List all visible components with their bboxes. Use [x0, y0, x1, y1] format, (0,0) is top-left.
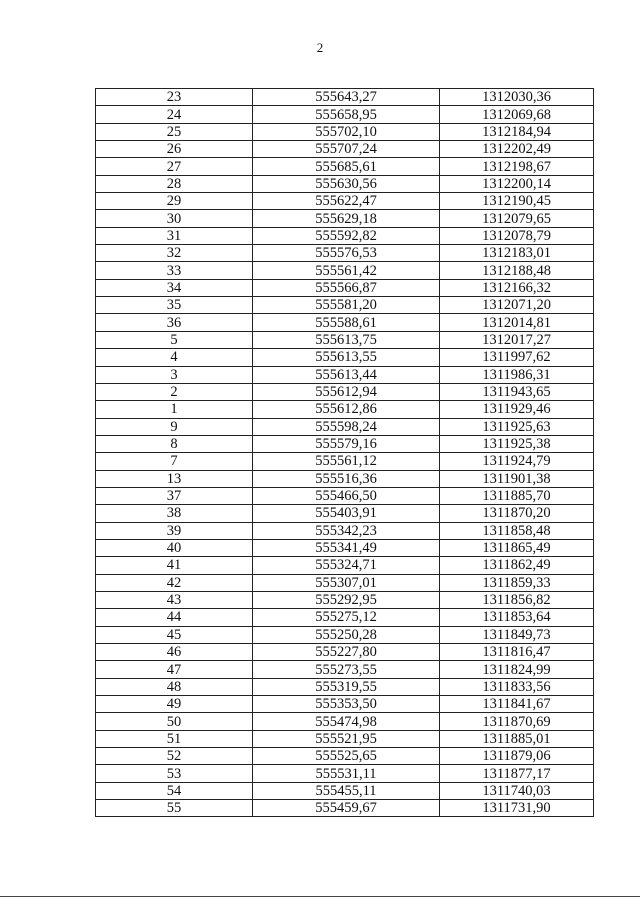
point-number-cell: 38 [96, 505, 253, 522]
point-number-cell: 31 [96, 227, 253, 244]
table-row [96, 418, 594, 435]
point-number-cell: 26 [96, 141, 253, 158]
point-number-cell: 1 [96, 401, 253, 418]
point-number-cell: 9 [96, 418, 253, 435]
table-row [96, 505, 594, 522]
point-number-cell: 42 [96, 574, 253, 591]
table-row [96, 574, 594, 591]
table-row [96, 748, 594, 765]
table-row [96, 557, 594, 574]
x-coordinate-cell: 555613,75 [253, 331, 440, 348]
x-coordinate-cell: 555561,42 [253, 262, 440, 279]
point-number-cell: 43 [96, 591, 253, 608]
x-coordinate-cell: 555275,12 [253, 609, 440, 626]
table-row [96, 314, 594, 331]
x-coordinate-cell: 555307,01 [253, 574, 440, 591]
y-coordinate-cell: 1311862,49 [440, 557, 594, 574]
y-coordinate-cell: 1312202,49 [440, 141, 594, 158]
table-row [96, 245, 594, 262]
x-coordinate-cell: 555521,95 [253, 730, 440, 747]
table-row [96, 713, 594, 730]
point-number-cell: 45 [96, 626, 253, 643]
y-coordinate-cell: 1311901,38 [440, 470, 594, 487]
table-row [96, 349, 594, 366]
x-coordinate-cell: 555531,11 [253, 765, 440, 782]
table-row [96, 782, 594, 799]
point-number-cell: 34 [96, 279, 253, 296]
x-coordinate-cell: 555702,10 [253, 123, 440, 140]
table-row [96, 591, 594, 608]
x-coordinate-cell: 555612,94 [253, 383, 440, 400]
table-row [96, 696, 594, 713]
y-coordinate-cell: 1311849,73 [440, 626, 594, 643]
y-coordinate-cell: 1311877,17 [440, 765, 594, 782]
x-coordinate-cell: 555707,24 [253, 141, 440, 158]
y-coordinate-cell: 1311865,49 [440, 539, 594, 556]
x-coordinate-cell: 555561,12 [253, 453, 440, 470]
point-number-cell: 30 [96, 210, 253, 227]
point-number-cell: 36 [96, 314, 253, 331]
y-coordinate-cell: 1311924,79 [440, 453, 594, 470]
y-coordinate-cell: 1311816,47 [440, 644, 594, 661]
y-coordinate-cell: 1312183,01 [440, 245, 594, 262]
y-coordinate-cell: 1311885,01 [440, 730, 594, 747]
table-row [96, 175, 594, 192]
table-row [96, 626, 594, 643]
point-number-cell: 13 [96, 470, 253, 487]
table-row [96, 453, 594, 470]
y-coordinate-cell: 1311943,65 [440, 383, 594, 400]
y-coordinate-cell: 1312198,67 [440, 158, 594, 175]
y-coordinate-cell: 1311731,90 [440, 800, 594, 817]
y-coordinate-cell: 1311986,31 [440, 366, 594, 383]
table-row [96, 262, 594, 279]
y-coordinate-cell: 1312200,14 [440, 175, 594, 192]
point-number-cell: 53 [96, 765, 253, 782]
point-number-cell: 46 [96, 644, 253, 661]
y-coordinate-cell: 1311870,69 [440, 713, 594, 730]
y-coordinate-cell: 1311824,99 [440, 661, 594, 678]
point-number-cell: 33 [96, 262, 253, 279]
point-number-cell: 47 [96, 661, 253, 678]
x-coordinate-cell: 555342,23 [253, 522, 440, 539]
x-coordinate-cell: 555525,65 [253, 748, 440, 765]
y-coordinate-cell: 1312184,94 [440, 123, 594, 140]
y-coordinate-cell: 1312030,36 [440, 89, 594, 106]
x-coordinate-cell: 555273,55 [253, 661, 440, 678]
table-row [96, 193, 594, 210]
table-row [96, 487, 594, 504]
x-coordinate-cell: 555455,11 [253, 782, 440, 799]
x-coordinate-cell: 555613,55 [253, 349, 440, 366]
point-number-cell: 25 [96, 123, 253, 140]
x-coordinate-cell: 555592,82 [253, 227, 440, 244]
point-number-cell: 4 [96, 349, 253, 366]
table-row [96, 366, 594, 383]
y-coordinate-cell: 1311885,70 [440, 487, 594, 504]
point-number-cell: 35 [96, 297, 253, 314]
page-bottom-rule [0, 896, 640, 897]
x-coordinate-cell: 555403,91 [253, 505, 440, 522]
coordinates-table [95, 88, 594, 817]
x-coordinate-cell: 555579,16 [253, 435, 440, 452]
point-number-cell: 41 [96, 557, 253, 574]
x-coordinate-cell: 555622,47 [253, 193, 440, 210]
x-coordinate-cell: 555588,61 [253, 314, 440, 331]
y-coordinate-cell: 1312166,32 [440, 279, 594, 296]
x-coordinate-cell: 555466,50 [253, 487, 440, 504]
y-coordinate-cell: 1311833,56 [440, 678, 594, 695]
point-number-cell: 37 [96, 487, 253, 504]
table-row [96, 401, 594, 418]
x-coordinate-cell: 555685,61 [253, 158, 440, 175]
point-number-cell: 8 [96, 435, 253, 452]
point-number-cell: 51 [96, 730, 253, 747]
point-number-cell: 29 [96, 193, 253, 210]
table-row [96, 678, 594, 695]
y-coordinate-cell: 1312071,20 [440, 297, 594, 314]
table-row [96, 331, 594, 348]
y-coordinate-cell: 1311740,03 [440, 782, 594, 799]
y-coordinate-cell: 1312017,27 [440, 331, 594, 348]
y-coordinate-cell: 1312188,48 [440, 262, 594, 279]
y-coordinate-cell: 1312078,79 [440, 227, 594, 244]
table-row [96, 730, 594, 747]
y-coordinate-cell: 1311858,48 [440, 522, 594, 539]
point-number-cell: 55 [96, 800, 253, 817]
point-number-cell: 3 [96, 366, 253, 383]
y-coordinate-cell: 1311925,38 [440, 435, 594, 452]
point-number-cell: 23 [96, 89, 253, 106]
x-coordinate-cell: 555319,55 [253, 678, 440, 695]
y-coordinate-cell: 1311929,46 [440, 401, 594, 418]
point-number-cell: 28 [96, 175, 253, 192]
point-number-cell: 32 [96, 245, 253, 262]
table-row [96, 609, 594, 626]
point-number-cell: 49 [96, 696, 253, 713]
table-row [96, 470, 594, 487]
table-row [96, 210, 594, 227]
table-row [96, 141, 594, 158]
page-number: 2 [316, 40, 324, 55]
x-coordinate-cell: 555613,44 [253, 366, 440, 383]
table-row [96, 765, 594, 782]
point-number-cell: 27 [96, 158, 253, 175]
coordinates-table-body [96, 89, 594, 817]
table-row [96, 539, 594, 556]
x-coordinate-cell: 555353,50 [253, 696, 440, 713]
point-number-cell: 24 [96, 106, 253, 123]
y-coordinate-cell: 1311859,33 [440, 574, 594, 591]
x-coordinate-cell: 555576,53 [253, 245, 440, 262]
x-coordinate-cell: 555324,71 [253, 557, 440, 574]
table-row [96, 661, 594, 678]
x-coordinate-cell: 555629,18 [253, 210, 440, 227]
y-coordinate-cell: 1312190,45 [440, 193, 594, 210]
x-coordinate-cell: 555630,56 [253, 175, 440, 192]
x-coordinate-cell: 555612,86 [253, 401, 440, 418]
y-coordinate-cell: 1311841,67 [440, 696, 594, 713]
table-row [96, 89, 594, 106]
point-number-cell: 44 [96, 609, 253, 626]
table-row [96, 158, 594, 175]
point-number-cell: 39 [96, 522, 253, 539]
y-coordinate-cell: 1312079,65 [440, 210, 594, 227]
table-row [96, 123, 594, 140]
point-number-cell: 5 [96, 331, 253, 348]
x-coordinate-cell: 555598,24 [253, 418, 440, 435]
x-coordinate-cell: 555292,95 [253, 591, 440, 608]
x-coordinate-cell: 555250,28 [253, 626, 440, 643]
table-row [96, 435, 594, 452]
y-coordinate-cell: 1312069,68 [440, 106, 594, 123]
x-coordinate-cell: 555459,67 [253, 800, 440, 817]
x-coordinate-cell: 555474,98 [253, 713, 440, 730]
y-coordinate-cell: 1311997,62 [440, 349, 594, 366]
point-number-cell: 48 [96, 678, 253, 695]
point-number-cell: 52 [96, 748, 253, 765]
table-row [96, 227, 594, 244]
x-coordinate-cell: 555341,49 [253, 539, 440, 556]
x-coordinate-cell: 555227,80 [253, 644, 440, 661]
table-row [96, 106, 594, 123]
y-coordinate-cell: 1311879,06 [440, 748, 594, 765]
point-number-cell: 7 [96, 453, 253, 470]
table-row [96, 297, 594, 314]
x-coordinate-cell: 555581,20 [253, 297, 440, 314]
table-row [96, 800, 594, 817]
point-number-cell: 40 [96, 539, 253, 556]
point-number-cell: 50 [96, 713, 253, 730]
y-coordinate-cell: 1311870,20 [440, 505, 594, 522]
y-coordinate-cell: 1311853,64 [440, 609, 594, 626]
y-coordinate-cell: 1312014,81 [440, 314, 594, 331]
table-row [96, 522, 594, 539]
table-row [96, 644, 594, 661]
x-coordinate-cell: 555516,36 [253, 470, 440, 487]
point-number-cell: 2 [96, 383, 253, 400]
x-coordinate-cell: 555566,87 [253, 279, 440, 296]
table-row [96, 383, 594, 400]
y-coordinate-cell: 1311856,82 [440, 591, 594, 608]
x-coordinate-cell: 555658,95 [253, 106, 440, 123]
y-coordinate-cell: 1311925,63 [440, 418, 594, 435]
point-number-cell: 54 [96, 782, 253, 799]
table-row [96, 279, 594, 296]
x-coordinate-cell: 555643,27 [253, 89, 440, 106]
